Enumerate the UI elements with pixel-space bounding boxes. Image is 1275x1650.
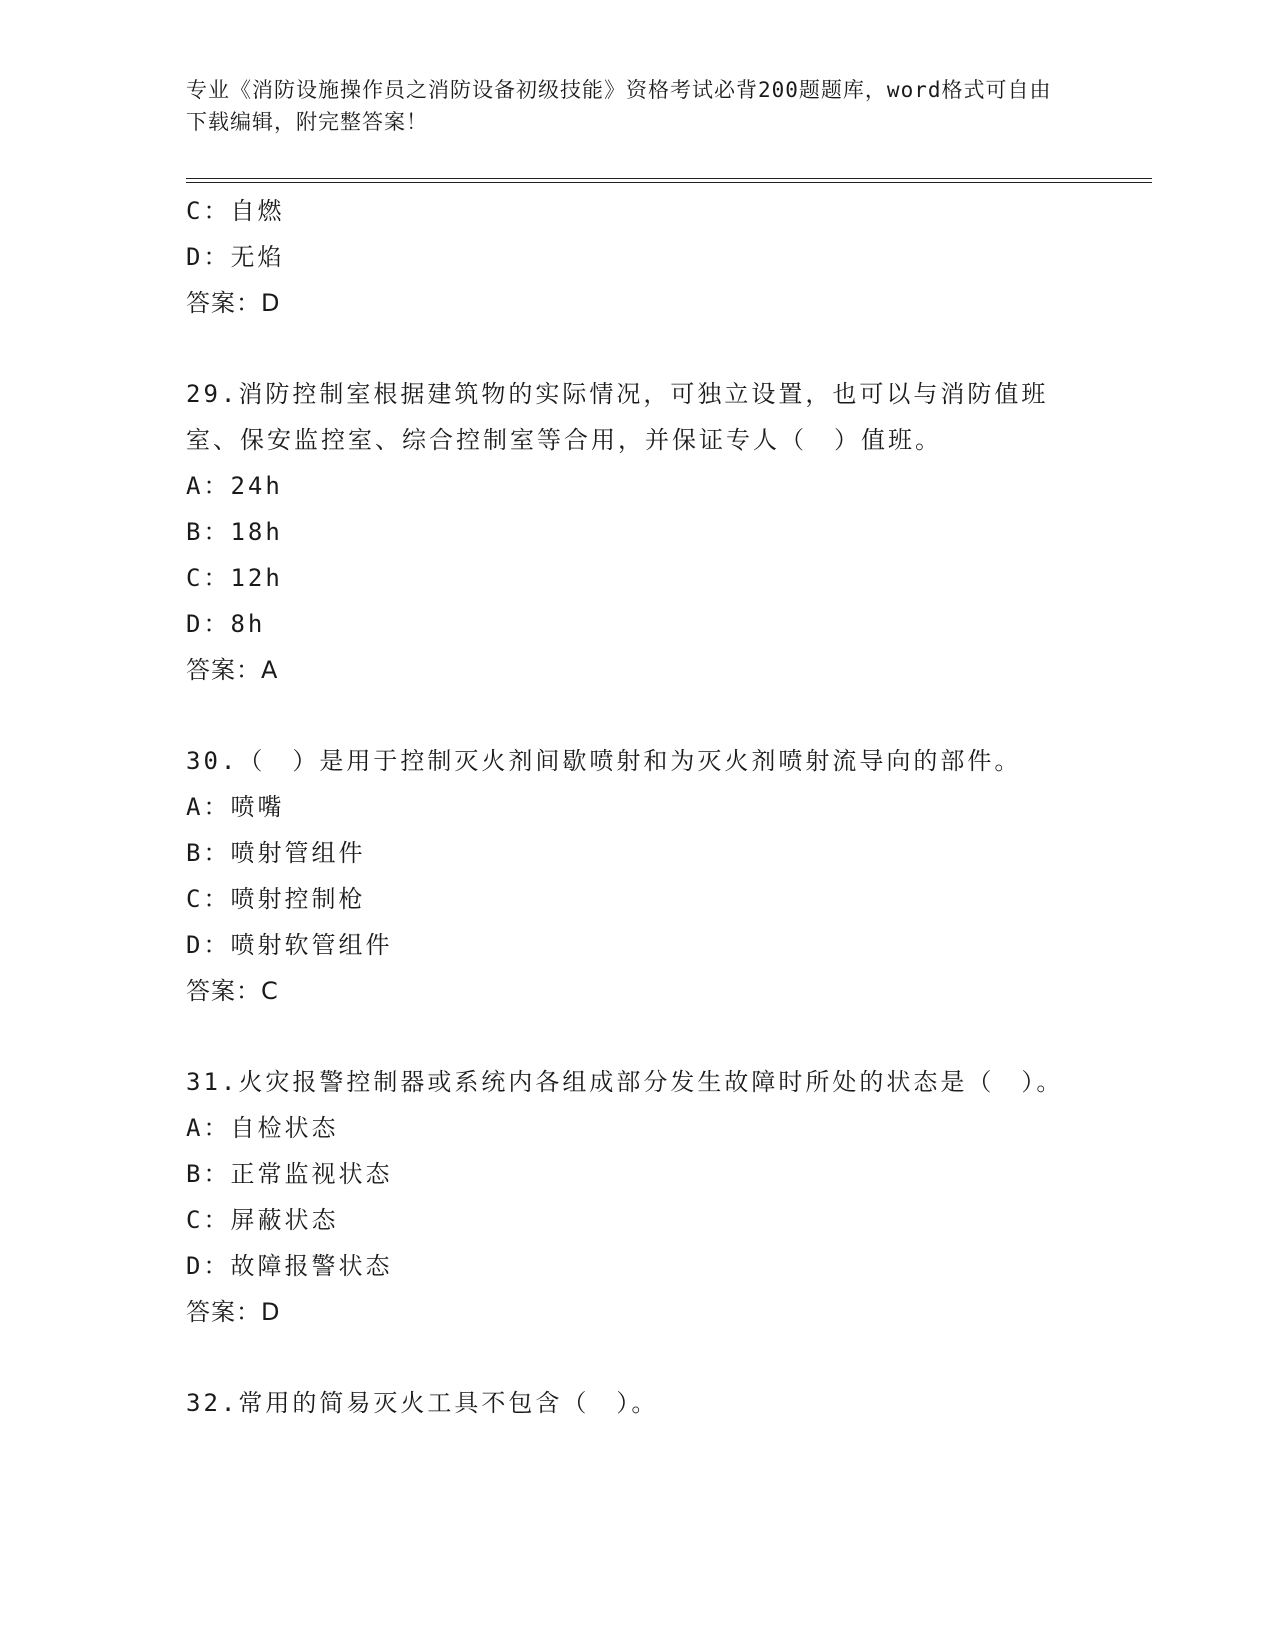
option-b: B：喷射管组件	[186, 839, 366, 867]
question-text: 30.（ ）是用于控制灭火剂间歇喷射和为灭火剂喷射流导向的部件。	[186, 747, 1022, 775]
document-body	[186, 188, 1086, 1426]
question-30	[186, 738, 1086, 1014]
question-32	[186, 1380, 1086, 1426]
option-c: C：12h	[186, 564, 283, 592]
answer-line: 答案：D	[186, 1298, 281, 1326]
option-c: C：自燃	[186, 197, 285, 225]
question-text: 32.常用的简易灭火工具不包含（ ）。	[186, 1389, 659, 1417]
document-header: 专业《消防设施操作员之消防设备初级技能》资格考试必背200题题库，word格式可自由下载编辑，附完整答案！	[186, 78, 1052, 134]
question-31	[186, 1059, 1086, 1335]
question-29	[186, 371, 1086, 693]
header-divider	[186, 178, 1152, 183]
question-text: 31.火灾报警控制器或系统内各组成部分发生故障时所处的状态是（ ）。	[186, 1068, 1064, 1096]
option-d: D：无焰	[186, 243, 285, 271]
answer-line: 答案：C	[186, 977, 279, 1005]
option-a: A：喷嘴	[186, 793, 285, 821]
option-d: D：故障报警状态	[186, 1252, 393, 1280]
option-b: B：18h	[186, 518, 283, 546]
previous-question-tail	[186, 188, 1086, 326]
option-d: D：喷射软管组件	[186, 931, 393, 959]
option-b: B：正常监视状态	[186, 1160, 393, 1188]
option-a: A：自检状态	[186, 1114, 339, 1142]
option-a: A：24h	[186, 472, 283, 500]
answer-line: 答案：D	[186, 289, 281, 317]
option-d: D：8h	[186, 610, 266, 638]
question-text: 29.消防控制室根据建筑物的实际情况，可独立设置，也可以与消防值班室、保安监控室、综合控制室等合用，并保证专人（ ）值班。	[186, 380, 1049, 454]
answer-line: 答案：A	[186, 656, 279, 684]
option-c: C：屏蔽状态	[186, 1206, 339, 1234]
option-c: C：喷射控制枪	[186, 885, 366, 913]
